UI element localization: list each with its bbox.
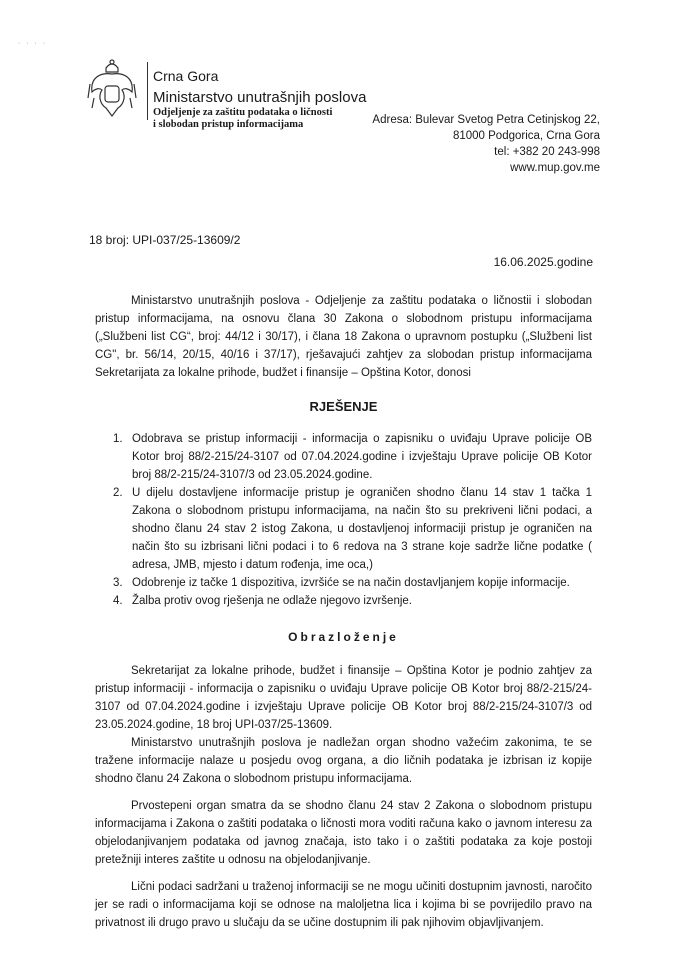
decision-item	[113, 430, 592, 484]
item-number: 4.	[113, 595, 123, 607]
contact-address	[372, 112, 600, 176]
item-text: U dijelu dostavljene informacije pristup je ograničen shodno članu 14 stav 1 tačka 1 Zakona o slobodnom pristupu informacijama, na način što su prekriveni lični podaci, a shodno članu 24 stav 2 istog Zakona, u dostavljenoj informaciji pristup je ograničen na način što su izbrisani lični podaci i to 6 redova na 3 strane koje sadrže lične podatke ( adresa, JMB, mjesto i datum rođenja, ime oca,)	[132, 487, 592, 571]
address-line: Adresa: Bulevar Svetog Petra Cetinjskog 22,	[372, 114, 600, 126]
scan-artifact: · · · ·	[18, 40, 48, 47]
reasoning-paragraph: Prvostepeni organ smatra da se shodno članu 24 stav 2 Zakona o slobodnom pristupu informacijama i Zakona o zaštiti podataka o ličnosti mora voditi računa kako o javnom interesu za objelodanjivanjem podataka od javnog značaja, isto tako i o zaštiti podataka za koje postoji pretežniji interes zaštite u odnosu na objelodanjivanje.	[95, 800, 592, 866]
decision-item	[113, 574, 592, 592]
reasoning-paragraph: Ministarstvo unutrašnjih poslova je nadležan organ shodno važećim zakonima, te se tražene informacije nalaze u posjedu ovog organa, a dio ličnih podataka je izbrisan iz kopije shodno članu 24 Zakona o slobodnom pristupu informacijama.	[95, 737, 592, 785]
item-number: 3.	[113, 577, 123, 589]
item-text: Odobrenje iz tačke 1 dispozitiva, izvršiće se na način dostavljanjem kopije informacije.	[132, 577, 570, 589]
reasoning-body	[95, 662, 592, 932]
phone-line: tel: +382 20 243-998	[494, 146, 600, 158]
ministry-name: Ministarstvo unutrašnjih poslova	[153, 89, 367, 106]
decision-list	[113, 430, 592, 610]
department-line: i slobodan pristup informacijama	[153, 119, 304, 130]
reasoning-title: Obrazloženje	[288, 630, 399, 644]
item-text: Odobrava se pristup informaciji - informacija o zapisniku o uviđaju Uprave policije OB Kotor broj 88/2-215/24-3107 od 07.04.2024.godine i izvještaju Uprave policije OB Kotor broj 88/2-215/24-3107/3 od 23.05.2024.godine.	[132, 433, 592, 481]
intro-paragraph: Ministarstvo unutrašnjih poslova - Odjeljenje za zaštitu podataka o ličnostii i slobodan pristup informacijama, na osnovu člana 30 Zakona o slobodnom pristupu informacijama („Službeni list CG“, broj: 44/12 i 30/17), i člana 18 Zakona o upravnom postupku („Službeni list CG", br. 56/14, 20/15, 40/16 i 37/17), rješavajući zahtjev za slobodan pristup informacijama Sekretarijata za lokalne prihode, budžet i finansije – Opština Kotor, donosi	[95, 295, 592, 379]
document-body	[95, 292, 592, 932]
decision-item	[113, 484, 592, 574]
item-text: Žalba protiv ovog rješenja ne odlaže njegovo izvršenje.	[132, 595, 412, 607]
coat-of-arms-icon	[86, 58, 138, 120]
reasoning-paragraph: Sekretarijat za lokalne prihode, budžet i finansije – Opština Kotor je podnio zahtjev za pristup informaciji - informacija o zapisniku o uviđaju Uprave policije OB Kotor broj 88/2-215/24-3107 od 07.04.2024.godine i izvještaju Uprave policije OB Kotor broj 88/2-215/24-3107/3 od 23.05.2024.godine, 18 broj UPI-037/25-13609.	[95, 665, 592, 731]
department-line: Odjeljenje za zaštitu podataka o ličnosti	[153, 107, 333, 118]
address-line: 81000 Podgorica, Crna Gora	[452, 130, 600, 142]
item-number: 1.	[113, 433, 123, 445]
decision-title: RJEŠENJE	[309, 399, 378, 414]
decision-item	[113, 592, 592, 610]
website-link[interactable]: www.mup.gov.me	[510, 162, 600, 174]
document-date: 16.06.2025.godine	[493, 255, 593, 269]
reasoning-paragraph: Lični podaci sadržani u traženoj informaciji se ne mogu učiniti dostupnim javnosti, naročito jer se radi o informacijama koji se odnose na maloljetna lica i kojima bi se povrijedilo pravo na privatnost ili drugo pravo u slučaju da se učine dostupnim ili pak njihovim objavljivanjem.	[95, 881, 592, 929]
reference-number: 18 broj: UPI-037/25-13609/2	[89, 233, 241, 247]
item-number: 2.	[113, 487, 123, 499]
department-name	[153, 107, 332, 131]
country-name: Crna Gora	[153, 68, 219, 84]
header-divider	[147, 62, 148, 120]
